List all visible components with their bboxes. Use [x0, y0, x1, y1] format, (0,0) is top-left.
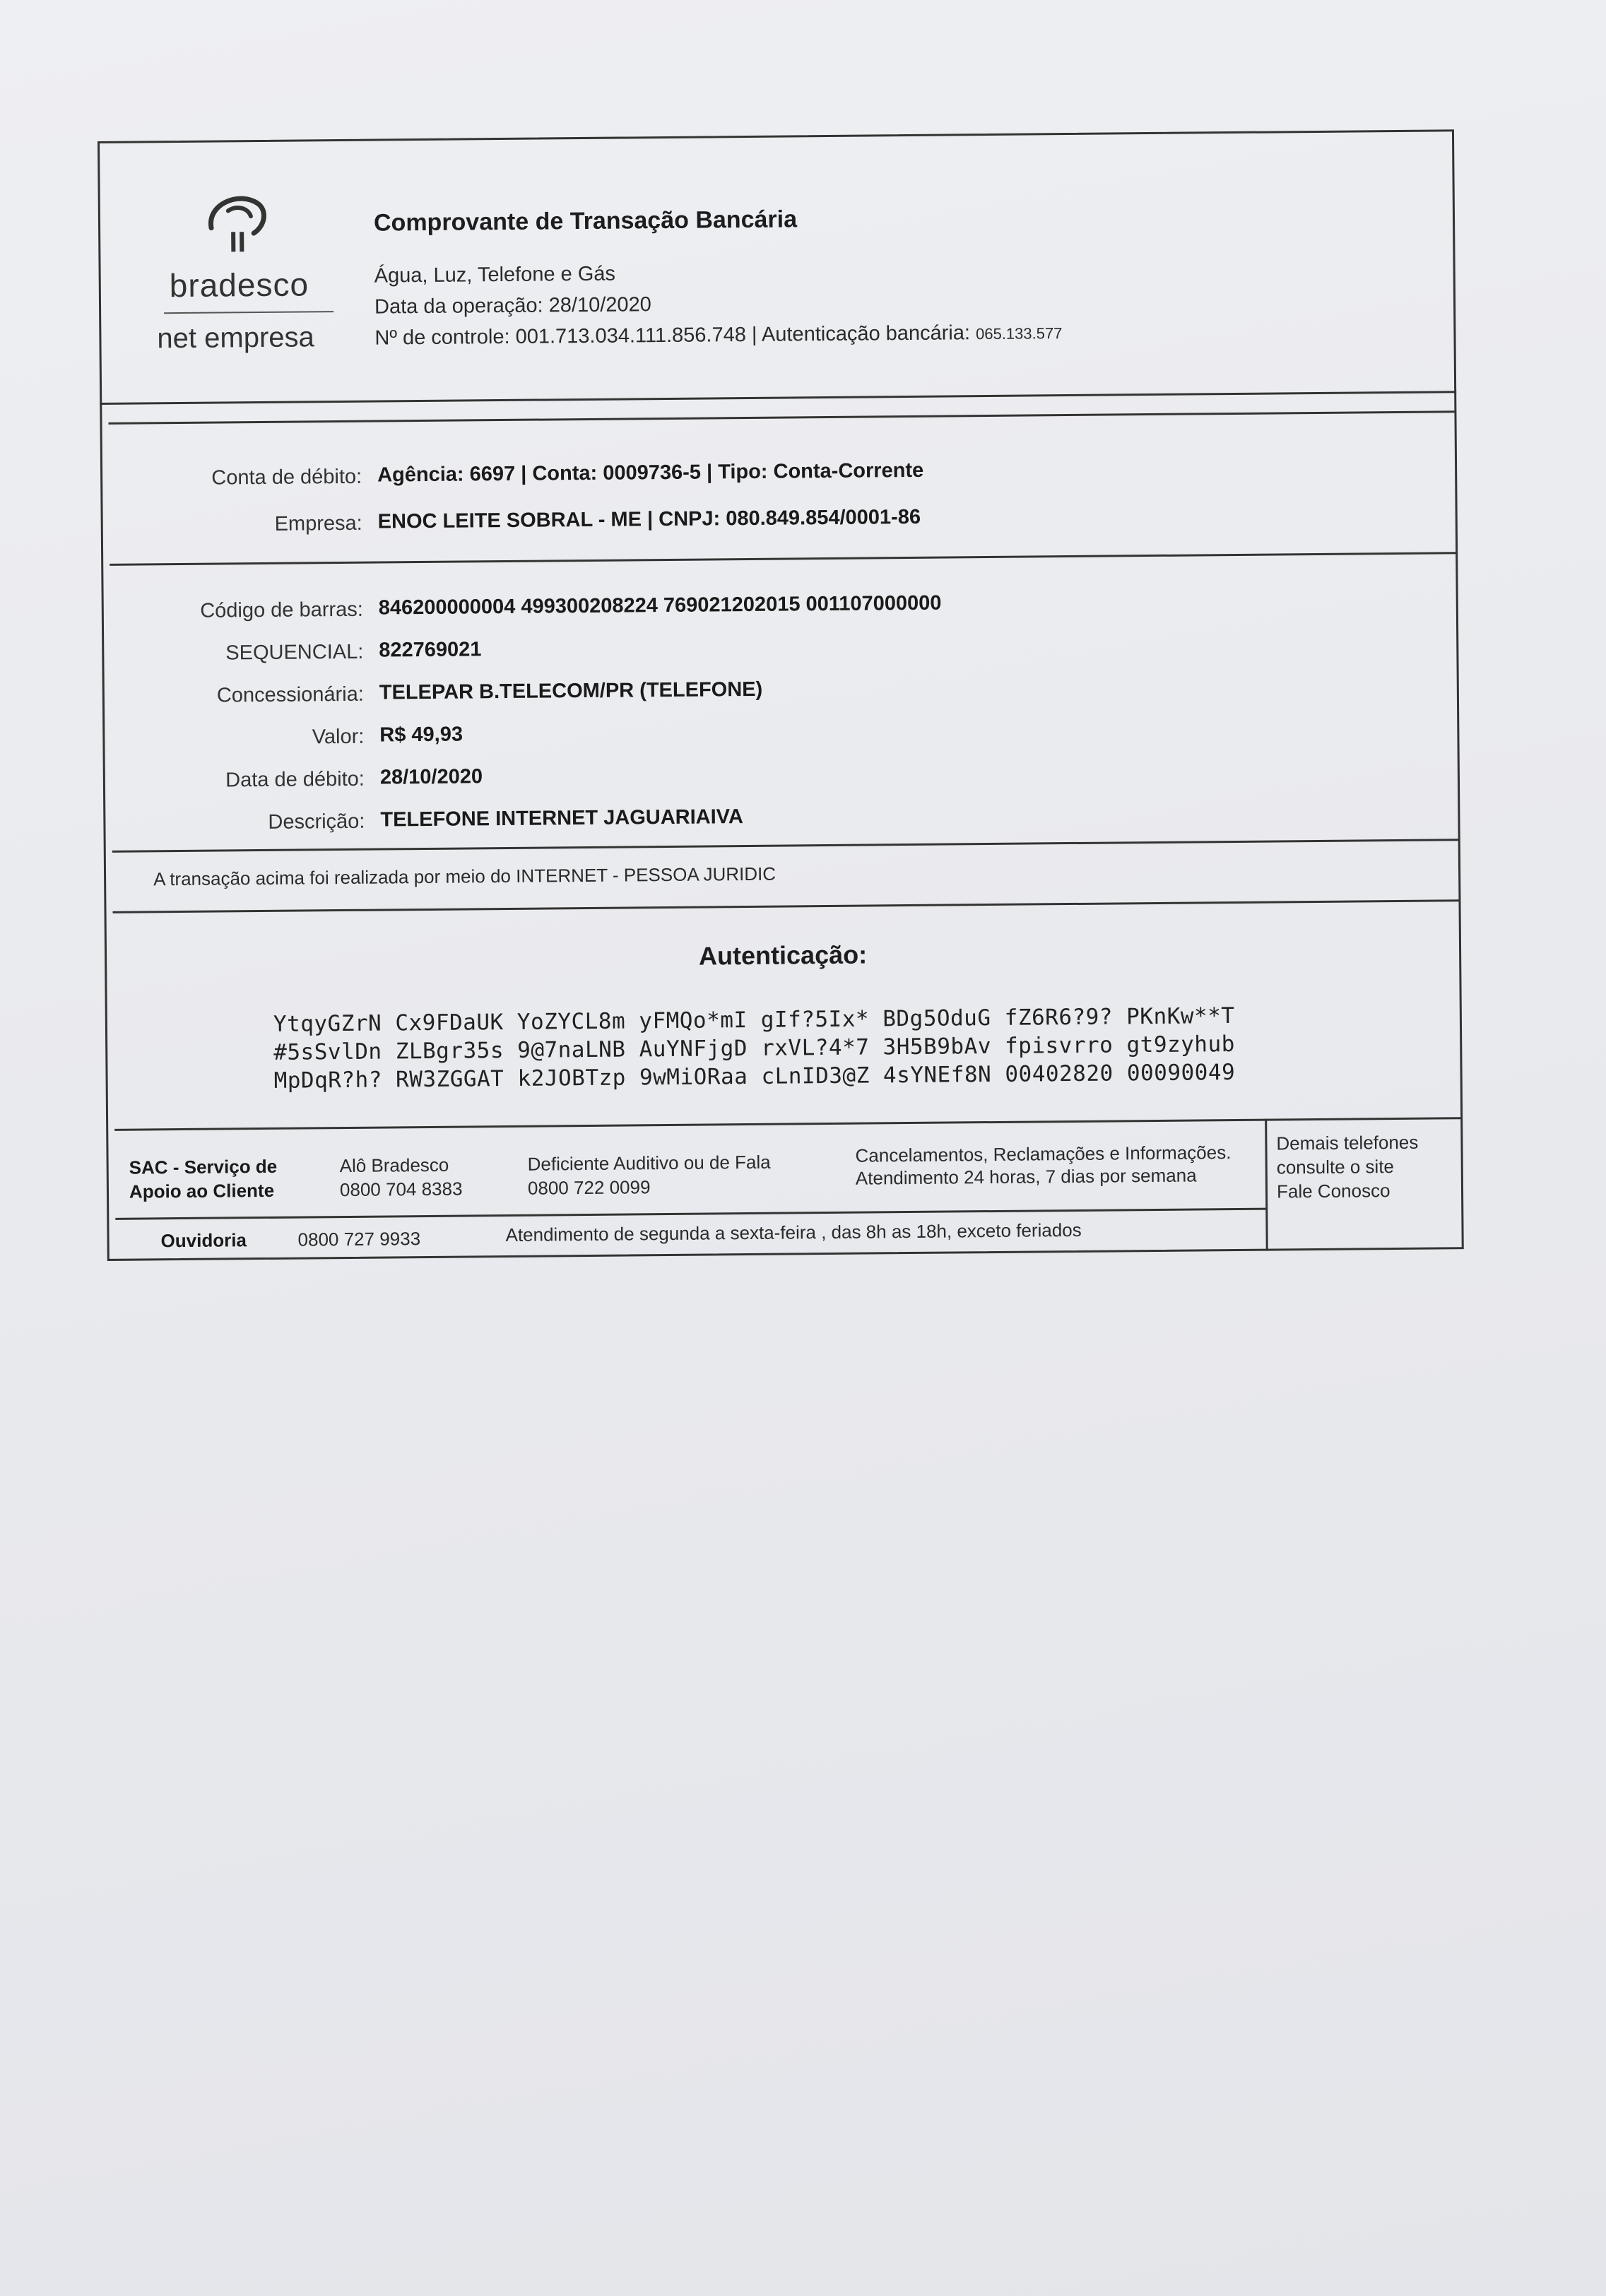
sac-title-1: SAC - Serviço de — [129, 1155, 278, 1178]
control-number-text: Nº de controle: 001.713.034.111.856.748 | Autenticação bancária: — [374, 321, 971, 350]
ouvidoria-hours: Atendimento de segunda a sexta-feira , das 8h as 18h, exceto feriados — [505, 1219, 1082, 1246]
amount-label: Valor: — [312, 725, 365, 749]
logo-brand: bradesco — [169, 266, 309, 304]
description-label: Descrição: — [268, 810, 365, 834]
logo-product: net empresa — [157, 321, 314, 355]
debit-account-label: Conta de débito: — [211, 465, 362, 490]
sequencial-value: 822769021 — [379, 638, 482, 662]
ouvidoria-label: Ouvidoria — [160, 1229, 247, 1252]
receipt-title: Comprovante de Transação Bancária — [373, 206, 798, 237]
utility-label: Concessionária: — [216, 682, 364, 707]
auth-line-3: MpDqR?h? RW3ZGGAT k2JOBTzp 9wMiORaa cLnID3@Z 4sYNEf8N 00402820 00090049 — [273, 1059, 1236, 1094]
bank-auth-code: 065.133.577 — [975, 324, 1063, 343]
alo-bradesco-label: Alô Bradesco — [339, 1154, 449, 1177]
ouvidoria-phone: 0800 727 9933 — [297, 1228, 421, 1250]
operation-date: Data da operação: 28/10/2020 — [374, 293, 651, 319]
other-phones-3: Fale Conosco — [1276, 1180, 1391, 1202]
barcode-label: Código de barras: — [200, 598, 363, 622]
sac-title-2: Apoio ao Cliente — [129, 1179, 275, 1202]
deaf-support-label: Deficiente Auditivo ou de Fala — [527, 1151, 771, 1175]
other-phones-1: Demais telefones — [1276, 1131, 1419, 1154]
other-phones-2: consulte o site — [1276, 1156, 1395, 1178]
description-value: TELEFONE INTERNET JAGUARIAIVA — [380, 805, 743, 832]
company-label: Empresa: — [274, 511, 362, 535]
cancellations-info: Cancelamentos, Reclamações e Informações. — [855, 1142, 1232, 1166]
debit-date-label: Data de débito: — [225, 767, 365, 792]
receipt — [98, 129, 1464, 1261]
amount-value: R$ 49,93 — [379, 723, 464, 747]
auth-line-1: YtqyGZrN Cx9FDaUK YoZYCL8m yFMQo*mI gIf?5Ix* BDg5OduG fZ6R6?9? PKnKw**T — [273, 1003, 1235, 1037]
receipt-category: Água, Luz, Telefone e Gás — [374, 262, 616, 288]
bradesco-logo-icon — [197, 184, 276, 262]
attendance-hours: Atendimento 24 horas, 7 dias por semana — [855, 1164, 1197, 1189]
deaf-support-phone: 0800 722 0099 — [527, 1176, 651, 1199]
auth-line-2: #5sSvlDn ZLBgr35s 9@7naLNB AuYNFjgD rxVL?4*7 3H5B9bAv fpisvrro gt9zyhub — [273, 1031, 1235, 1065]
sequencial-label: SEQUENCIAL: — [225, 640, 364, 665]
company-value: ENOC LEITE SOBRAL - ME | CNPJ: 080.849.854/0001-86 — [377, 505, 921, 533]
barcode-value: 846200000004 499300208224 769021202015 001107000000 — [378, 591, 942, 620]
alo-bradesco-phone: 0800 704 8383 — [339, 1178, 463, 1201]
debit-date-value: 28/10/2020 — [379, 765, 483, 789]
utility-value: TELEPAR B.TELECOM/PR (TELEFONE) — [379, 677, 763, 704]
channel-note: A transação acima foi realizada por meio do INTERNET - PESSOA JURIDIC — [153, 863, 777, 890]
debit-account-value: Agência: 6697 | Conta: 0009736-5 | Tipo: Conta-Corrente — [377, 458, 924, 487]
authentication-title: Autenticação: — [698, 940, 868, 971]
